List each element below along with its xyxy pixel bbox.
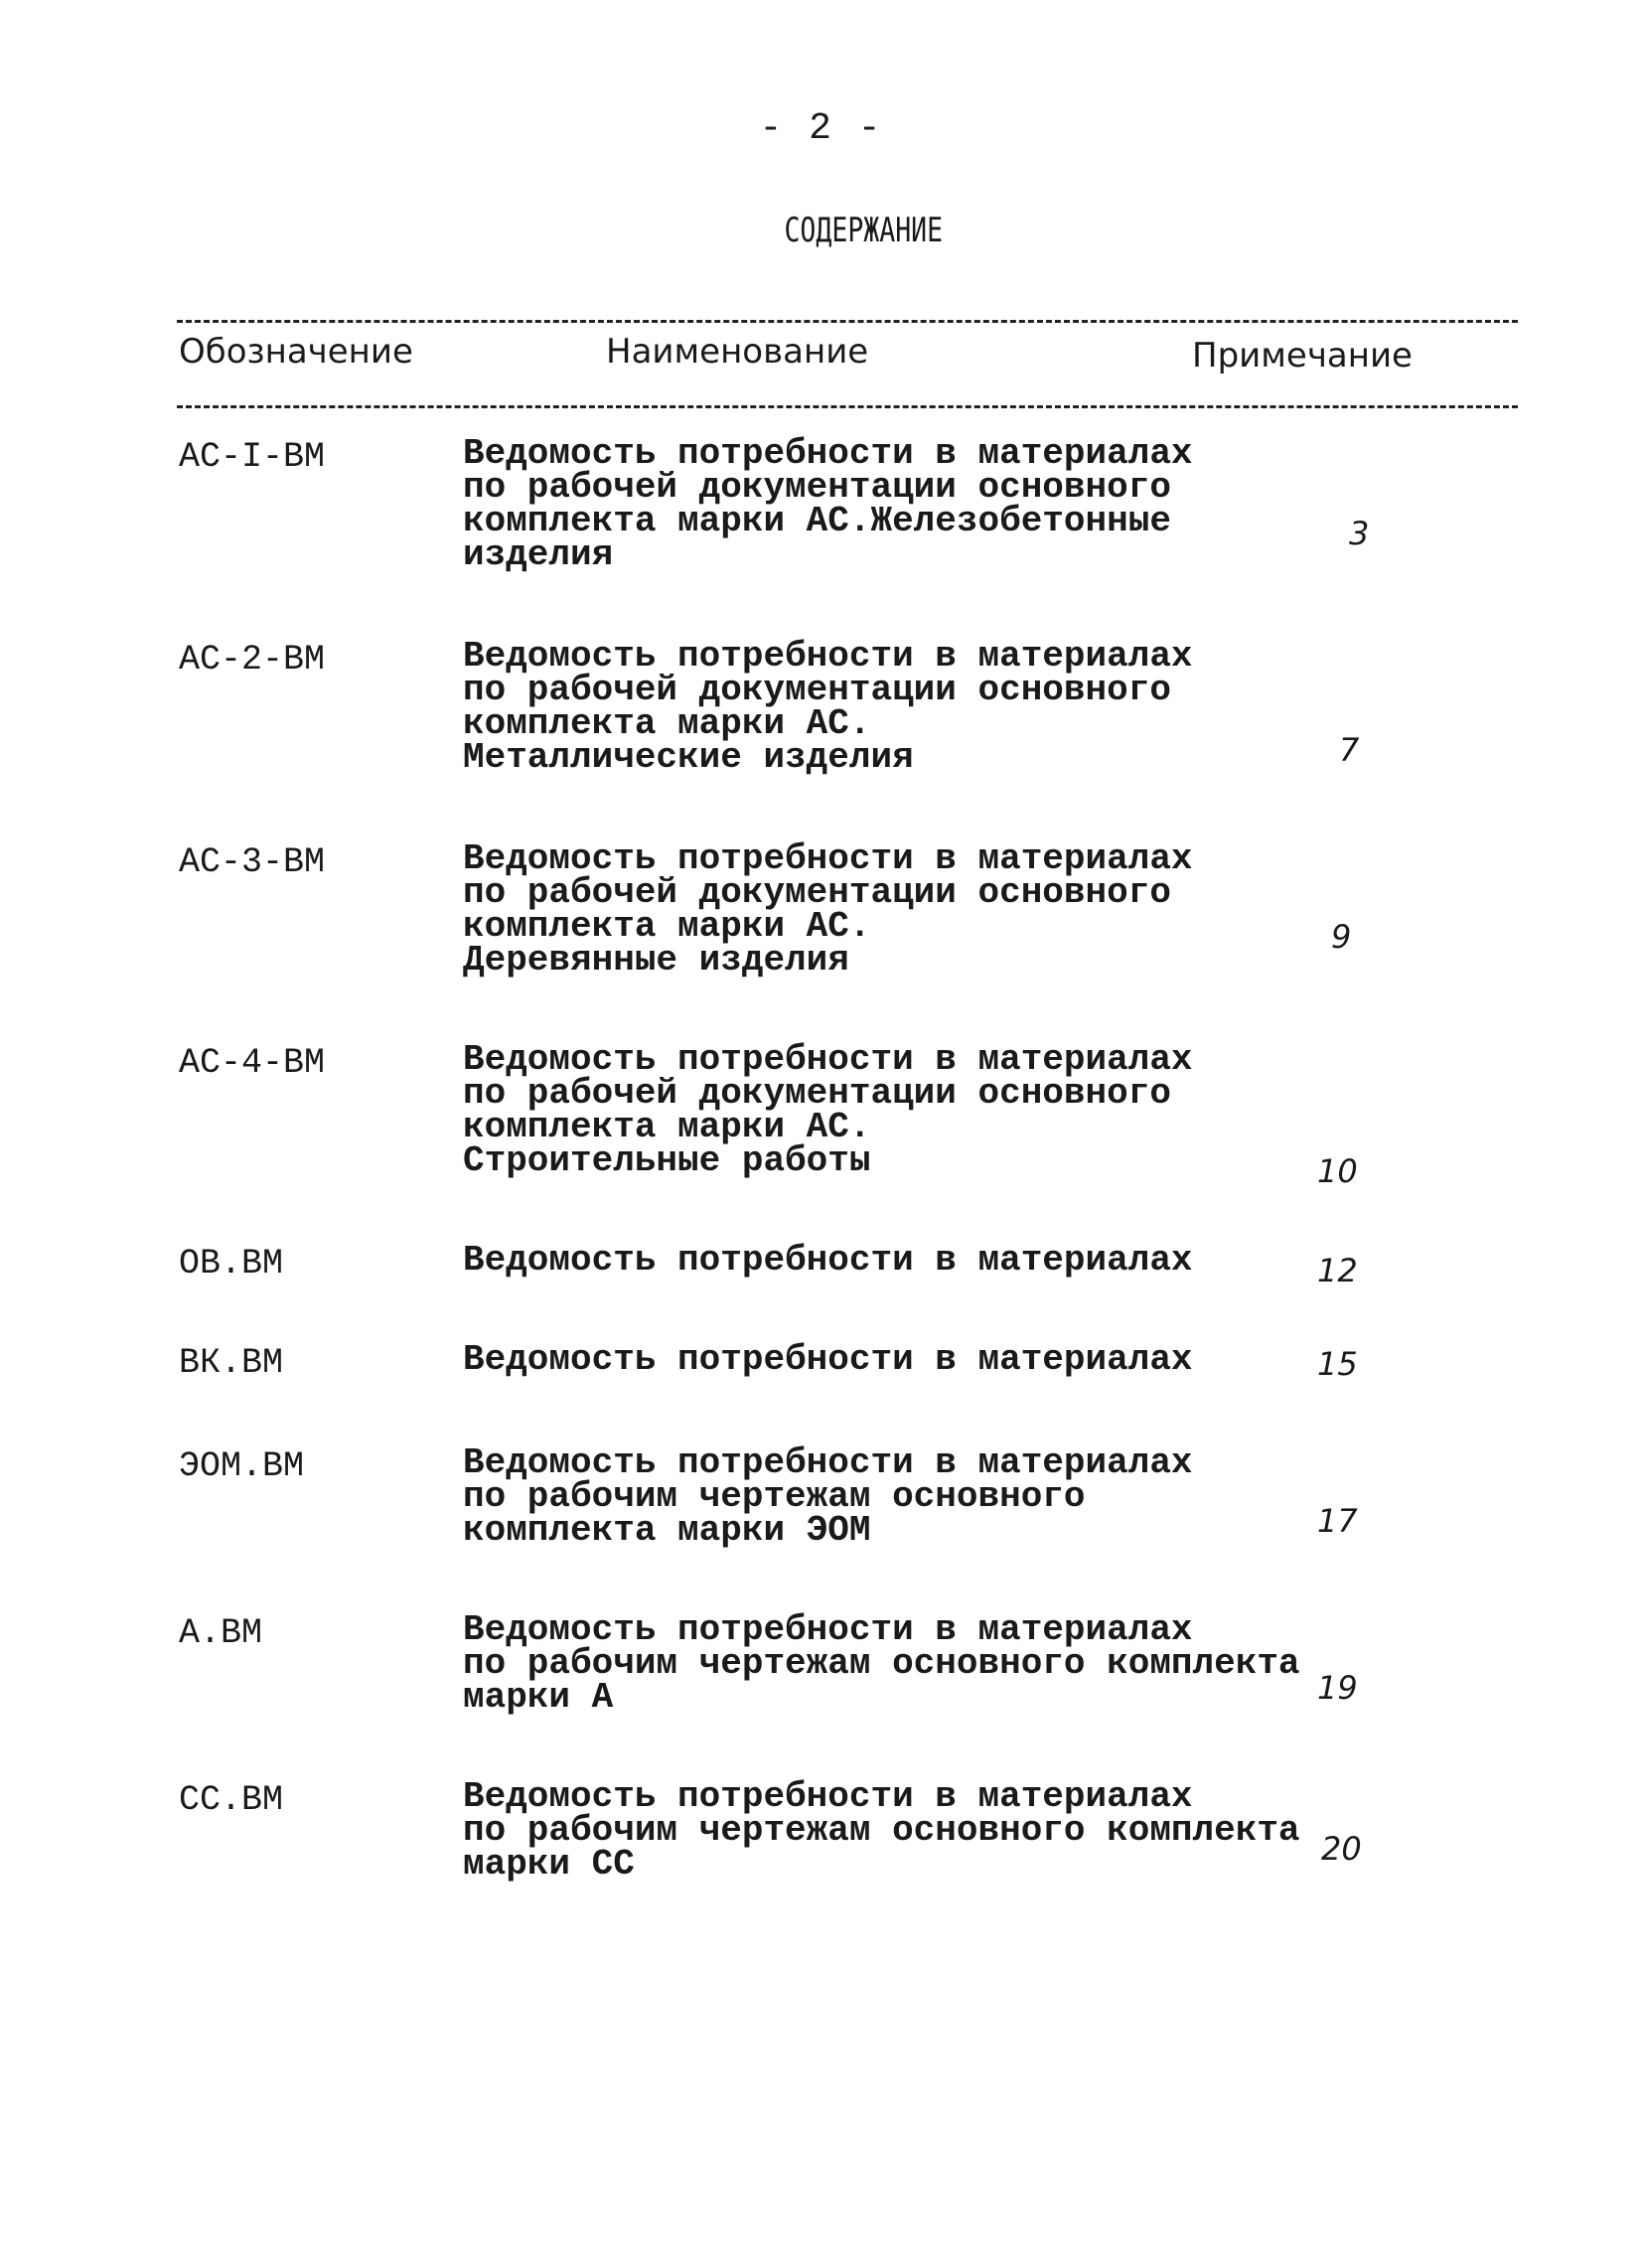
description-line: Ведомость потребности в материалах xyxy=(463,1609,1193,1650)
row-description xyxy=(463,1240,1193,1281)
row-designation: ВК.ВМ xyxy=(179,1343,284,1383)
description-line: Ведомость потребности в материалах xyxy=(463,1240,1193,1281)
page-number: - 2 - xyxy=(759,107,883,150)
description-line: Ведомость потребности в материалах xyxy=(463,1442,1193,1483)
description-line: комплекта марки ЭОМ xyxy=(463,1510,871,1551)
description-line: по рабочей документации основного xyxy=(463,670,1171,710)
row-description xyxy=(463,1039,1193,1181)
description-line: марки А xyxy=(463,1677,614,1718)
row-description xyxy=(463,1776,1300,1885)
description-line: по рабочей документации основного xyxy=(463,872,1171,913)
row-description xyxy=(463,636,1193,778)
description-line: Ведомость потребности в материалах xyxy=(463,1339,1193,1380)
description-line: по рабочим чертежам основного xyxy=(463,1476,1086,1517)
row-description xyxy=(463,838,1193,981)
row-page-number: 7 xyxy=(1339,731,1360,769)
description-line: Металлические изделия xyxy=(463,737,914,778)
row-designation: АС-2-ВМ xyxy=(179,640,326,680)
row-page-number: 3 xyxy=(1349,515,1370,552)
row-page-number: 19 xyxy=(1317,1669,1358,1707)
description-line: Ведомость потребности в материалах xyxy=(463,1039,1193,1080)
table-header-top-rule xyxy=(177,320,1518,323)
row-designation: ОВ.ВМ xyxy=(179,1244,284,1284)
description-line: Строительные работы xyxy=(463,1140,871,1181)
row-page-number: 10 xyxy=(1317,1152,1358,1190)
description-line: комплекта марки АС. xyxy=(463,1107,871,1147)
description-line: по рабочим чертежам основного комплекта xyxy=(463,1643,1300,1684)
description-line: марки СС xyxy=(463,1844,635,1885)
row-description xyxy=(463,1339,1193,1380)
column-header-designation: Обозначение xyxy=(179,332,413,372)
description-line: Ведомость потребности в материалах xyxy=(463,433,1193,474)
description-line: комплекта марки АС. xyxy=(463,906,871,947)
row-designation: АС-4-ВМ xyxy=(179,1043,326,1083)
row-page-number: 20 xyxy=(1321,1830,1362,1868)
description-line: комплекта марки АС.Железобетонные xyxy=(463,501,1171,541)
page-title: СОДЕРЖАНИЕ xyxy=(784,211,944,250)
row-description xyxy=(463,1609,1300,1718)
description-line: комплекта марки АС. xyxy=(463,703,871,744)
description-line: изделия xyxy=(463,534,614,575)
row-designation: АС-3-ВМ xyxy=(179,842,326,882)
description-line: по рабочей документации основного xyxy=(463,1073,1171,1114)
description-line: Ведомость потребности в материалах xyxy=(463,838,1193,879)
row-designation: ЭОМ.ВМ xyxy=(179,1446,305,1486)
column-header-name: Наименование xyxy=(606,332,869,372)
description-line: Деревянные изделия xyxy=(463,940,849,981)
row-page-number: 9 xyxy=(1331,918,1352,956)
row-description xyxy=(463,433,1193,575)
row-page-number: 12 xyxy=(1317,1252,1358,1289)
description-line: Ведомость потребности в материалах xyxy=(463,636,1193,677)
description-line: Ведомость потребности в материалах xyxy=(463,1776,1193,1817)
row-designation: АС-I-ВМ xyxy=(179,437,326,477)
row-page-number: 17 xyxy=(1317,1502,1358,1540)
row-designation: СС.ВМ xyxy=(179,1780,284,1820)
description-line: по рабочим чертежам основного комплекта xyxy=(463,1810,1300,1851)
column-header-note: Примечание xyxy=(1192,336,1413,376)
table-header-bottom-rule xyxy=(177,405,1518,408)
description-line: по рабочей документации основного xyxy=(463,467,1171,508)
row-designation: А.ВМ xyxy=(179,1613,263,1653)
row-page-number: 15 xyxy=(1317,1345,1358,1383)
row-description xyxy=(463,1442,1193,1551)
